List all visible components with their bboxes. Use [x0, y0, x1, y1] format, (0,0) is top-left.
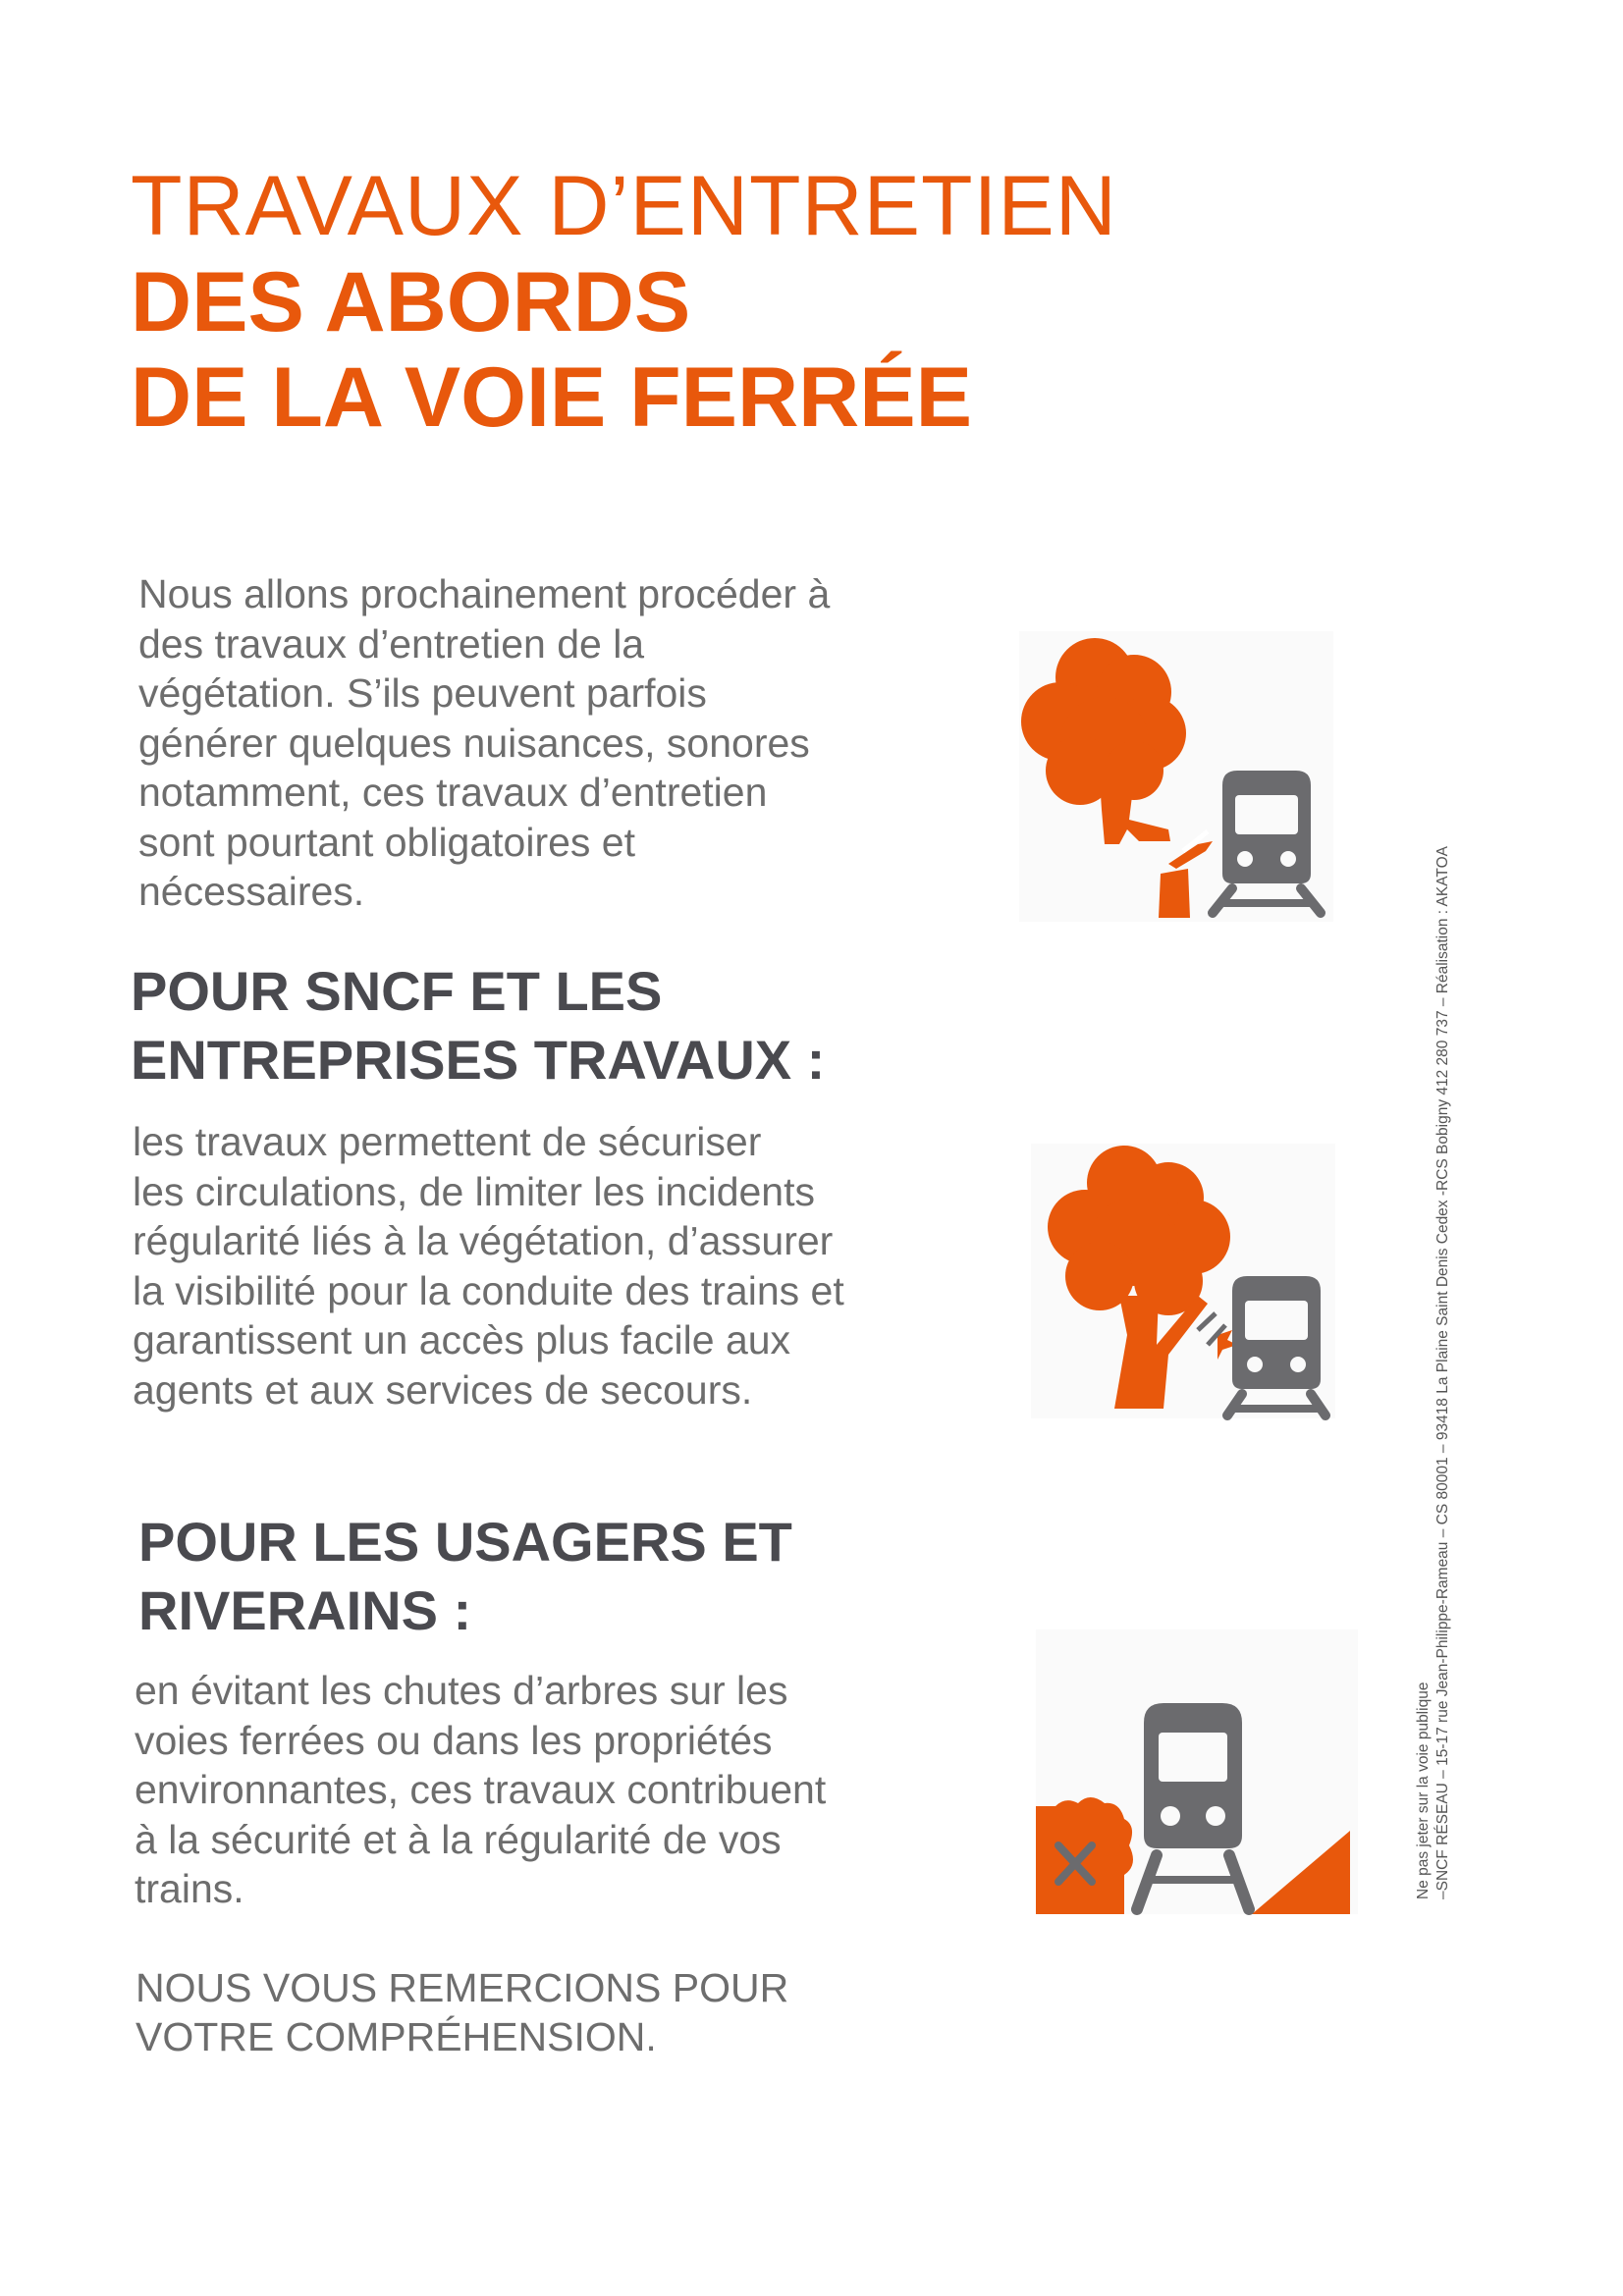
section1-body	[133, 1117, 844, 1415]
body-line: la visibilité pour la conduite des trains et	[133, 1267, 844, 1313]
closing-message	[135, 1963, 788, 2061]
intro-line: générer quelques nuisances, sonores	[138, 720, 810, 766]
closing-line: NOUS VOUS REMERCIONS POUR	[135, 1965, 789, 2010]
intro-line: notamment, ces travaux d’entretien	[138, 770, 768, 815]
title-line-1: TRAVAUX D’ENTRETIEN	[131, 159, 1117, 253]
body-line: voies ferrées ou dans les propriétés	[135, 1717, 773, 1763]
closing-line: VOTRE COMPRÉHENSION.	[135, 2014, 657, 2059]
fallen-tree-train-icon	[1031, 1625, 1365, 1919]
title-line-2: DES ABORDS	[131, 255, 691, 349]
section1-heading	[131, 957, 825, 1095]
intro-line: sont pourtant obligatoires et	[138, 819, 635, 865]
section2-heading	[138, 1508, 792, 1645]
title-line-3: DE LA VOIE FERRÉE	[131, 350, 972, 445]
heading-line: RIVERAINS :	[138, 1579, 472, 1641]
legal-side-text	[1414, 721, 1463, 1899]
body-line: garantissent un accès plus facile aux	[133, 1317, 791, 1362]
intro-line: végétation. S’ils peuvent parfois	[138, 670, 707, 716]
body-line: environnantes, ces travaux contribuent	[135, 1767, 827, 1812]
intro-line: des travaux d’entretien de la	[138, 620, 645, 667]
legal-line-2: –SNCF RÉSEAU – 15-17 rue Jean-Philippe-Rameau – CS 80001 – 93418 La Plaine Saint Denis Cedex -RCS Bobigny 412 280 737 – Réalisation : AKATOA	[1434, 846, 1451, 1899]
page-title	[131, 157, 1117, 446]
body-line: en évitant les chutes d’arbres sur les	[135, 1668, 788, 1713]
tree-cut-train-icon	[1011, 623, 1345, 928]
heading-line: ENTREPRISES TRAVAUX :	[131, 1029, 826, 1091]
body-line: à la sécurité et à la régularité de vos	[135, 1816, 782, 1862]
body-line: régularité liés à la végétation, d’assurer	[133, 1218, 834, 1263]
heading-line: POUR LES USAGERS ET	[138, 1511, 792, 1573]
tree-train-icon	[1021, 1139, 1345, 1423]
intro-line: Nous allons prochainement procéder à	[138, 571, 831, 616]
intro-paragraph	[138, 569, 830, 917]
body-line: agents et aux services de secours.	[133, 1366, 753, 1413]
section2-body	[135, 1666, 826, 1914]
body-line: les circulations, de limiter les incidents	[133, 1168, 815, 1214]
intro-line: nécessaires.	[138, 869, 365, 914]
heading-line: POUR SNCF ET LES	[131, 960, 663, 1022]
body-line: les travaux permettent de sécuriser	[133, 1119, 762, 1164]
body-line: trains.	[135, 1866, 244, 1911]
legal-line-1: Ne pas jeter sur la voie publique	[1415, 1682, 1432, 1899]
